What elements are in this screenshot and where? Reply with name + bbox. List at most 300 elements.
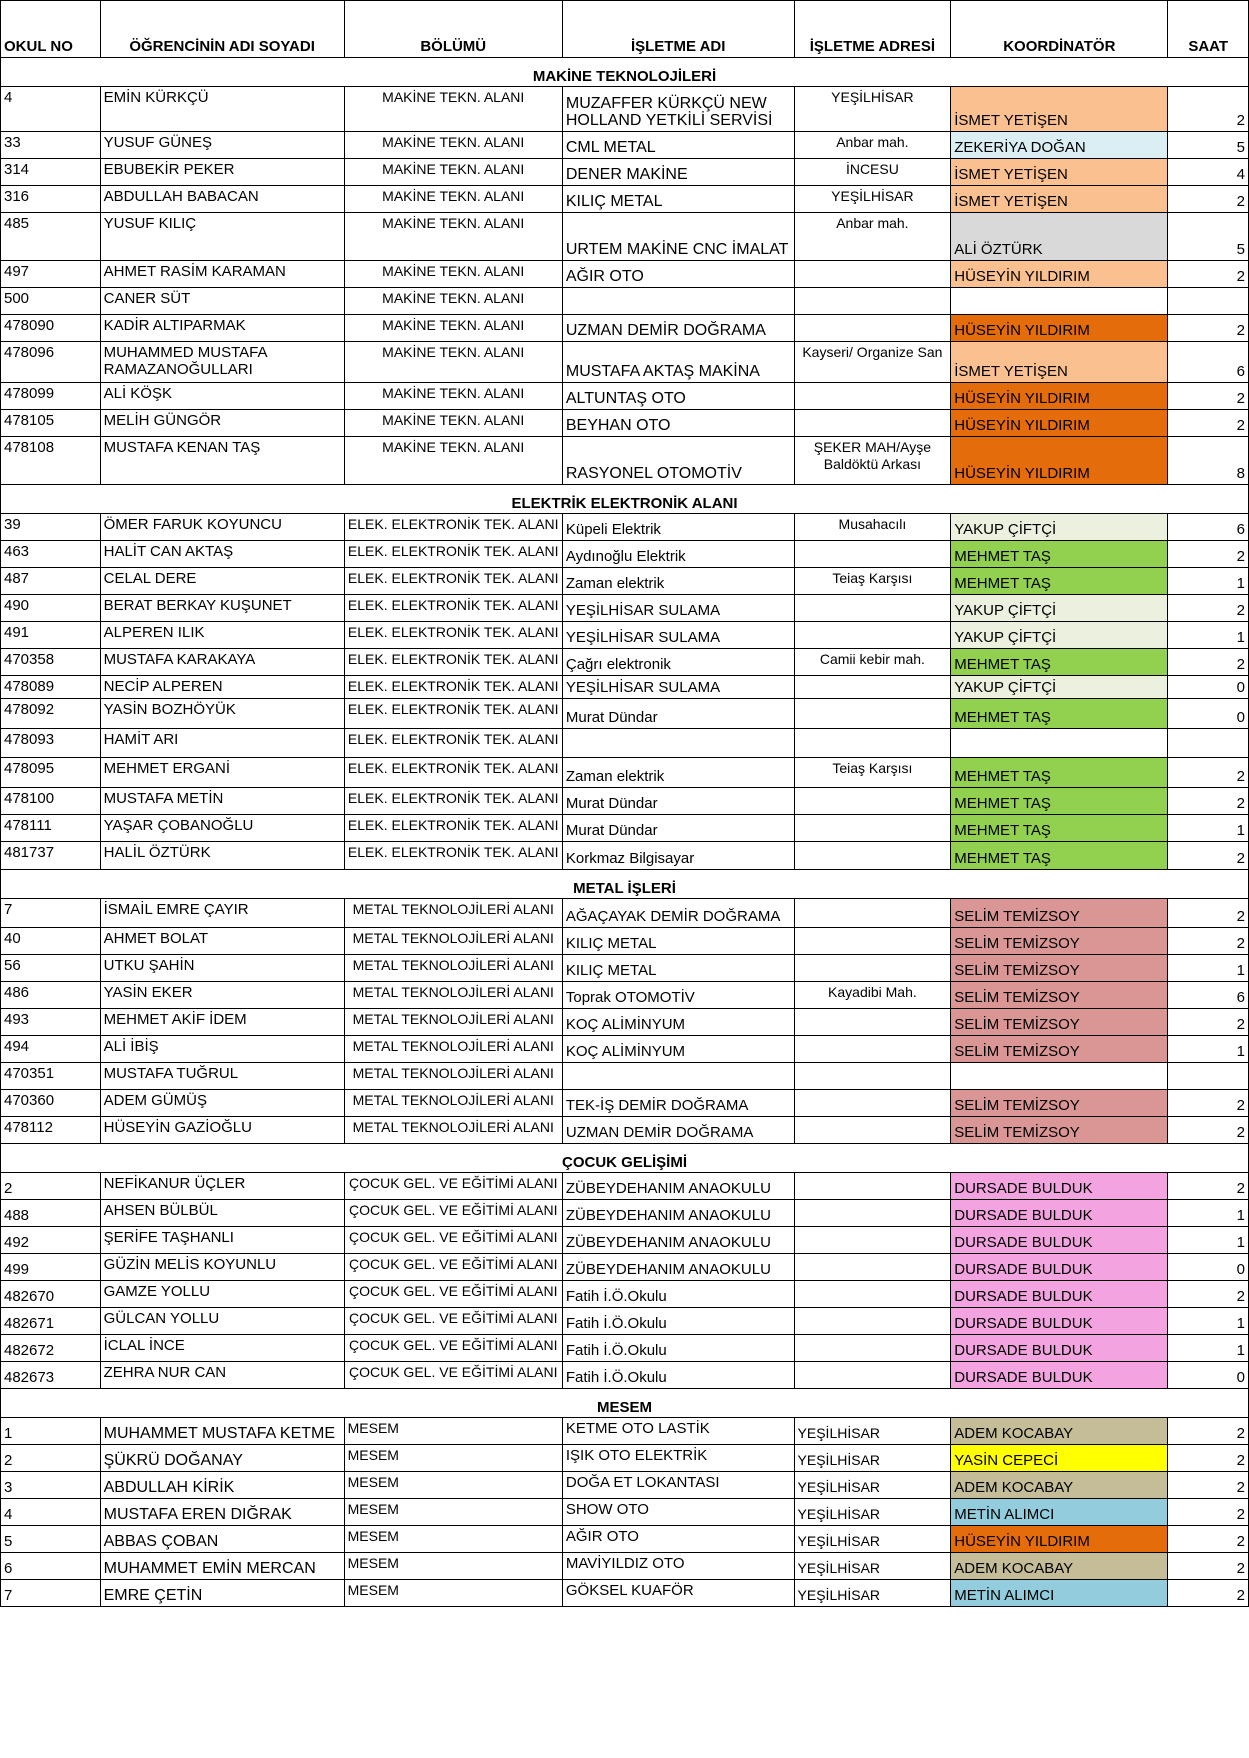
- business-address-cell: Kayadibi Mah.: [794, 982, 951, 1009]
- table-row: [1, 1227, 1249, 1254]
- business-address-cell: [794, 729, 951, 758]
- department-cell: ELEK. ELEKTRONİK TEK. ALANI: [344, 541, 562, 568]
- hours-cell: 2: [1168, 541, 1249, 568]
- table-row: [1, 622, 1249, 649]
- business-name-cell: BEYHAN OTO: [562, 410, 794, 437]
- business-address-cell: [794, 955, 951, 982]
- hours-cell: 1: [1168, 1335, 1249, 1362]
- okul-no-cell: 39: [1, 514, 101, 541]
- business-address-cell: [794, 1335, 951, 1362]
- coordinator-cell: YAKUP ÇİFTÇİ: [951, 622, 1168, 649]
- table-row: [1, 815, 1249, 842]
- department-cell: ELEK. ELEKTRONİK TEK. ALANI: [344, 788, 562, 815]
- department-cell: MAKİNE TEKN. ALANI: [344, 261, 562, 288]
- table-row: [1, 1009, 1249, 1036]
- okul-no-cell: 463: [1, 541, 101, 568]
- student-name-cell: ABDULLAH KİRİK: [100, 1472, 344, 1499]
- section-title: MAKİNE TEKNOLOJİLERİ: [1, 58, 1249, 87]
- hours-cell: 2: [1168, 410, 1249, 437]
- hours-cell: 0: [1168, 1362, 1249, 1389]
- header-okul-no: OKUL NO: [1, 1, 101, 58]
- business-name-cell: Fatih İ.Ö.Okulu: [562, 1281, 794, 1308]
- student-name-cell: ALPEREN ILIK: [100, 622, 344, 649]
- business-address-cell: İNCESU: [794, 159, 951, 186]
- department-cell: ELEK. ELEKTRONİK TEK. ALANI: [344, 758, 562, 788]
- hours-cell: 2: [1168, 1009, 1249, 1036]
- business-name-cell: KETME OTO LASTİK: [562, 1418, 794, 1445]
- hours-cell: 1: [1168, 1036, 1249, 1063]
- table-row: [1, 982, 1249, 1009]
- hours-cell: 2: [1168, 1526, 1249, 1553]
- business-name-cell: MUSTAFA AKTAŞ MAKİNA: [562, 342, 794, 383]
- department-cell: METAL TEKNOLOJİLERİ ALANI: [344, 1090, 562, 1117]
- table-row: [1, 842, 1249, 870]
- okul-no-cell: 478099: [1, 383, 101, 410]
- department-cell: MAKİNE TEKN. ALANI: [344, 132, 562, 159]
- okul-no-cell: 316: [1, 186, 101, 213]
- business-name-cell: Murat Dündar: [562, 815, 794, 842]
- business-address-cell: [794, 261, 951, 288]
- student-name-cell: HALİL ÖZTÜRK: [100, 842, 344, 870]
- business-address-cell: [794, 315, 951, 342]
- hours-cell: 2: [1168, 1472, 1249, 1499]
- okul-no-cell: 314: [1, 159, 101, 186]
- hours-cell: 2: [1168, 649, 1249, 676]
- okul-no-cell: 482670: [1, 1281, 101, 1308]
- business-address-cell: [794, 699, 951, 729]
- business-address-cell: YEŞİLHİSAR: [794, 1526, 951, 1553]
- department-cell: ELEK. ELEKTRONİK TEK. ALANI: [344, 815, 562, 842]
- department-cell: ELEK. ELEKTRONİK TEK. ALANI: [344, 514, 562, 541]
- business-name-cell: TEK-İŞ DEMİR DOĞRAMA: [562, 1090, 794, 1117]
- coordinator-cell: MEHMET TAŞ: [951, 758, 1168, 788]
- hours-cell: 4: [1168, 159, 1249, 186]
- hours-cell: 2: [1168, 186, 1249, 213]
- department-cell: ELEK. ELEKTRONİK TEK. ALANI: [344, 729, 562, 758]
- hours-cell: 2: [1168, 383, 1249, 410]
- business-address-cell: [794, 410, 951, 437]
- department-cell: METAL TEKNOLOJİLERİ ALANI: [344, 1009, 562, 1036]
- okul-no-cell: 6: [1, 1553, 101, 1580]
- okul-no-cell: 478089: [1, 676, 101, 699]
- business-address-cell: [794, 899, 951, 928]
- student-name-cell: NECİP ALPEREN: [100, 676, 344, 699]
- business-name-cell: RASYONEL OTOMOTİV: [562, 437, 794, 485]
- hours-cell: 1: [1168, 1227, 1249, 1254]
- coordinator-cell: İSMET YETİŞEN: [951, 342, 1168, 383]
- student-name-cell: HALİT CAN AKTAŞ: [100, 541, 344, 568]
- business-name-cell: YEŞİLHİSAR SULAMA: [562, 622, 794, 649]
- table-row: [1, 1472, 1249, 1499]
- table-row: [1, 159, 1249, 186]
- business-name-cell: AĞIR OTO: [562, 1526, 794, 1553]
- student-name-cell: MUSTAFA KENAN TAŞ: [100, 437, 344, 485]
- hours-cell: 2: [1168, 261, 1249, 288]
- hours-cell: 0: [1168, 699, 1249, 729]
- business-name-cell: Murat Dündar: [562, 699, 794, 729]
- header-business-name: İŞLETME ADI: [562, 1, 794, 58]
- okul-no-cell: 482671: [1, 1308, 101, 1335]
- student-name-cell: YUSUF KILIÇ: [100, 213, 344, 261]
- business-address-cell: [794, 1308, 951, 1335]
- student-name-cell: MUHAMMED MUSTAFA RAMAZANOĞULLARI: [100, 342, 344, 383]
- coordinator-cell: MEHMET TAŞ: [951, 699, 1168, 729]
- business-address-cell: [794, 1254, 951, 1281]
- table-row: [1, 1445, 1249, 1472]
- coordinator-cell: YASİN CEPECİ: [951, 1445, 1168, 1472]
- section-row: [1, 1389, 1249, 1418]
- department-cell: ELEK. ELEKTRONİK TEK. ALANI: [344, 595, 562, 622]
- table-row: [1, 288, 1249, 315]
- okul-no-cell: 497: [1, 261, 101, 288]
- business-address-cell: [794, 622, 951, 649]
- okul-no-cell: 481737: [1, 842, 101, 870]
- hours-cell: 2: [1168, 842, 1249, 870]
- student-name-cell: EBUBEKİR PEKER: [100, 159, 344, 186]
- hours-cell: 2: [1168, 1173, 1249, 1200]
- department-cell: ELEK. ELEKTRONİK TEK. ALANI: [344, 568, 562, 595]
- okul-no-cell: 488: [1, 1200, 101, 1227]
- business-address-cell: ŞEKER MAH/Ayşe Baldöktü Arkası: [794, 437, 951, 485]
- coordinator-cell: HÜSEYİN YILDIRIM: [951, 261, 1168, 288]
- business-address-cell: YEŞİLHİSAR: [794, 1553, 951, 1580]
- coordinator-cell: DURSADE BULDUK: [951, 1308, 1168, 1335]
- department-cell: MESEM: [344, 1472, 562, 1499]
- coordinator-cell: ADEM KOCABAY: [951, 1553, 1168, 1580]
- business-address-cell: Camii kebir mah.: [794, 649, 951, 676]
- hours-cell: 5: [1168, 213, 1249, 261]
- hours-cell: 1: [1168, 955, 1249, 982]
- department-cell: MAKİNE TEKN. ALANI: [344, 159, 562, 186]
- okul-no-cell: 1: [1, 1418, 101, 1445]
- business-name-cell: KOÇ ALİMİNYUM: [562, 1036, 794, 1063]
- okul-no-cell: 4: [1, 87, 101, 132]
- student-name-cell: ALİ KÖŞK: [100, 383, 344, 410]
- department-cell: ELEK. ELEKTRONİK TEK. ALANI: [344, 676, 562, 699]
- department-cell: METAL TEKNOLOJİLERİ ALANI: [344, 955, 562, 982]
- header-coordinator: KOORDİNATÖR: [951, 1, 1168, 58]
- business-address-cell: YEŞİLHİSAR: [794, 1445, 951, 1472]
- department-cell: MESEM: [344, 1580, 562, 1607]
- okul-no-cell: 491: [1, 622, 101, 649]
- table-row: [1, 1036, 1249, 1063]
- coordinator-cell: SELİM TEMİZSOY: [951, 1036, 1168, 1063]
- section-row: [1, 870, 1249, 899]
- student-name-cell: MUSTAFA KARAKAYA: [100, 649, 344, 676]
- table-row: [1, 955, 1249, 982]
- okul-no-cell: 500: [1, 288, 101, 315]
- table-row: [1, 541, 1249, 568]
- student-name-cell: MUSTAFA TUĞRUL: [100, 1063, 344, 1090]
- business-name-cell: Fatih İ.Ö.Okulu: [562, 1362, 794, 1389]
- business-address-cell: YEŞİLHİSAR: [794, 1418, 951, 1445]
- business-name-cell: GÖKSEL KUAFÖR: [562, 1580, 794, 1607]
- student-name-cell: MUHAMMET MUSTAFA KETME: [100, 1418, 344, 1445]
- student-name-cell: AHMET RASİM KARAMAN: [100, 261, 344, 288]
- coordinator-cell: [951, 288, 1168, 315]
- student-name-cell: MUSTAFA EREN DIĞRAK: [100, 1499, 344, 1526]
- student-name-cell: YASİN EKER: [100, 982, 344, 1009]
- coordinator-cell: [951, 729, 1168, 758]
- hours-cell: 0: [1168, 676, 1249, 699]
- department-cell: ÇOCUK GEL. VE EĞİTİMİ ALANI: [344, 1308, 562, 1335]
- hours-cell: 2: [1168, 1499, 1249, 1526]
- table-row: [1, 1580, 1249, 1607]
- department-cell: METAL TEKNOLOJİLERİ ALANI: [344, 1063, 562, 1090]
- okul-no-cell: 3: [1, 1472, 101, 1499]
- business-name-cell: KOÇ ALİMİNYUM: [562, 1009, 794, 1036]
- student-name-cell: EMİN KÜRKÇÜ: [100, 87, 344, 132]
- okul-no-cell: 478105: [1, 410, 101, 437]
- student-name-cell: ALİ İBİŞ: [100, 1036, 344, 1063]
- business-name-cell: Korkmaz Bilgisayar: [562, 842, 794, 870]
- hours-cell: 1: [1168, 622, 1249, 649]
- department-cell: MESEM: [344, 1553, 562, 1580]
- header-row: [1, 1, 1249, 58]
- coordinator-cell: SELİM TEMİZSOY: [951, 982, 1168, 1009]
- table-row: [1, 132, 1249, 159]
- coordinator-cell: DURSADE BULDUK: [951, 1227, 1168, 1254]
- department-cell: ÇOCUK GEL. VE EĞİTİMİ ALANI: [344, 1362, 562, 1389]
- student-name-cell: ŞÜKRÜ DOĞANAY: [100, 1445, 344, 1472]
- hours-cell: 2: [1168, 595, 1249, 622]
- department-cell: ÇOCUK GEL. VE EĞİTİMİ ALANI: [344, 1281, 562, 1308]
- business-name-cell: YEŞİLHİSAR SULAMA: [562, 595, 794, 622]
- student-name-cell: HÜSEYİN GAZİOĞLU: [100, 1117, 344, 1144]
- student-name-cell: BERAT BERKAY KUŞUNET: [100, 595, 344, 622]
- student-name-cell: ADEM GÜMÜŞ: [100, 1090, 344, 1117]
- hours-cell: 2: [1168, 758, 1249, 788]
- business-name-cell: MUZAFFER KÜRKÇÜ NEW HOLLAND YETKİLİ SERVİSİ: [562, 87, 794, 132]
- hours-cell: 1: [1168, 1200, 1249, 1227]
- department-cell: METAL TEKNOLOJİLERİ ALANI: [344, 1036, 562, 1063]
- okul-no-cell: 2: [1, 1445, 101, 1472]
- business-name-cell: MAVİYILDIZ OTO: [562, 1553, 794, 1580]
- business-address-cell: [794, 1036, 951, 1063]
- business-address-cell: [794, 1063, 951, 1090]
- business-address-cell: [794, 288, 951, 315]
- coordinator-cell: HÜSEYİN YILDIRIM: [951, 410, 1168, 437]
- coordinator-cell: HÜSEYİN YILDIRIM: [951, 1526, 1168, 1553]
- business-name-cell: KILIÇ METAL: [562, 928, 794, 955]
- hours-cell: 2: [1168, 1281, 1249, 1308]
- okul-no-cell: 487: [1, 568, 101, 595]
- table-row: [1, 213, 1249, 261]
- table-row: [1, 1254, 1249, 1281]
- table-row: [1, 1362, 1249, 1389]
- coordinator-cell: İSMET YETİŞEN: [951, 87, 1168, 132]
- coordinator-cell: HÜSEYİN YILDIRIM: [951, 315, 1168, 342]
- student-name-cell: ZEHRA NUR CAN: [100, 1362, 344, 1389]
- business-name-cell: Toprak OTOMOTİV: [562, 982, 794, 1009]
- department-cell: MAKİNE TEKN. ALANI: [344, 383, 562, 410]
- student-name-cell: GÜZİN MELİS KOYUNLU: [100, 1254, 344, 1281]
- coordinator-cell: SELİM TEMİZSOY: [951, 928, 1168, 955]
- business-address-cell: [794, 1009, 951, 1036]
- student-name-cell: AHSEN BÜLBÜL: [100, 1200, 344, 1227]
- hours-cell: 2: [1168, 899, 1249, 928]
- business-name-cell: UZMAN DEMİR DOĞRAMA: [562, 1117, 794, 1144]
- section-title: METAL İŞLERİ: [1, 870, 1249, 899]
- hours-cell: 2: [1168, 315, 1249, 342]
- coordinator-cell: MEHMET TAŞ: [951, 568, 1168, 595]
- coordinator-cell: DURSADE BULDUK: [951, 1362, 1168, 1389]
- hours-cell: 2: [1168, 1580, 1249, 1607]
- business-name-cell: [562, 729, 794, 758]
- student-name-cell: YAŞAR ÇOBANOĞLU: [100, 815, 344, 842]
- table-row: [1, 595, 1249, 622]
- student-name-cell: MUSTAFA METİN: [100, 788, 344, 815]
- business-name-cell: AĞAÇAYAK DEMİR DOĞRAMA: [562, 899, 794, 928]
- table-row: [1, 1553, 1249, 1580]
- student-name-cell: YUSUF GÜNEŞ: [100, 132, 344, 159]
- department-cell: ELEK. ELEKTRONİK TEK. ALANI: [344, 699, 562, 729]
- hours-cell: [1168, 729, 1249, 758]
- business-address-cell: [794, 1362, 951, 1389]
- table-row: [1, 186, 1249, 213]
- department-cell: ÇOCUK GEL. VE EĞİTİMİ ALANI: [344, 1173, 562, 1200]
- coordinator-cell: SELİM TEMİZSOY: [951, 955, 1168, 982]
- business-name-cell: SHOW OTO: [562, 1499, 794, 1526]
- coordinator-cell: MEHMET TAŞ: [951, 541, 1168, 568]
- business-address-cell: YEŞİLHİSAR: [794, 1472, 951, 1499]
- coordinator-cell: İSMET YETİŞEN: [951, 186, 1168, 213]
- coordinator-cell: İSMET YETİŞEN: [951, 159, 1168, 186]
- department-cell: MAKİNE TEKN. ALANI: [344, 315, 562, 342]
- table-row: [1, 1200, 1249, 1227]
- business-name-cell: ZÜBEYDEHANIM ANAOKULU: [562, 1173, 794, 1200]
- table-row: [1, 568, 1249, 595]
- department-cell: METAL TEKNOLOJİLERİ ALANI: [344, 982, 562, 1009]
- business-address-cell: [794, 788, 951, 815]
- okul-no-cell: 478093: [1, 729, 101, 758]
- coordinator-cell: SELİM TEMİZSOY: [951, 1090, 1168, 1117]
- coordinator-cell: SELİM TEMİZSOY: [951, 1009, 1168, 1036]
- header-hours: SAAT: [1168, 1, 1249, 58]
- student-name-cell: GAMZE YOLLU: [100, 1281, 344, 1308]
- student-name-cell: NEFİKANUR ÜÇLER: [100, 1173, 344, 1200]
- department-cell: MESEM: [344, 1445, 562, 1472]
- okul-no-cell: 482673: [1, 1362, 101, 1389]
- business-name-cell: ZÜBEYDEHANIM ANAOKULU: [562, 1227, 794, 1254]
- business-address-cell: YEŞİLHİSAR: [794, 1580, 951, 1607]
- okul-no-cell: 5: [1, 1526, 101, 1553]
- department-cell: ÇOCUK GEL. VE EĞİTİMİ ALANI: [344, 1227, 562, 1254]
- business-name-cell: ALTUNTAŞ OTO: [562, 383, 794, 410]
- okul-no-cell: 478095: [1, 758, 101, 788]
- okul-no-cell: 478092: [1, 699, 101, 729]
- business-address-cell: Musahacılı: [794, 514, 951, 541]
- hours-cell: 2: [1168, 928, 1249, 955]
- coordinator-cell: ADEM KOCABAY: [951, 1472, 1168, 1499]
- student-name-cell: AHMET BOLAT: [100, 928, 344, 955]
- business-address-cell: Anbar mah.: [794, 132, 951, 159]
- table-row: [1, 261, 1249, 288]
- okul-no-cell: 7: [1, 1580, 101, 1607]
- business-name-cell: ZÜBEYDEHANIM ANAOKULU: [562, 1254, 794, 1281]
- student-name-cell: MEHMET ERGANİ: [100, 758, 344, 788]
- department-cell: METAL TEKNOLOJİLERİ ALANI: [344, 928, 562, 955]
- business-name-cell: KILIÇ METAL: [562, 186, 794, 213]
- business-name-cell: Zaman elektrik: [562, 568, 794, 595]
- coordinator-cell: YAKUP ÇİFTÇİ: [951, 595, 1168, 622]
- coordinator-cell: METİN ALIMCI: [951, 1499, 1168, 1526]
- student-name-cell: İCLAL İNCE: [100, 1335, 344, 1362]
- department-cell: ELEK. ELEKTRONİK TEK. ALANI: [344, 649, 562, 676]
- department-cell: MAKİNE TEKN. ALANI: [344, 288, 562, 315]
- table-row: [1, 1308, 1249, 1335]
- coordinator-cell: ZEKERİYA DOĞAN: [951, 132, 1168, 159]
- student-name-cell: GÜLCAN YOLLU: [100, 1308, 344, 1335]
- business-address-cell: [794, 815, 951, 842]
- coordinator-cell: HÜSEYİN YILDIRIM: [951, 383, 1168, 410]
- business-address-cell: YEŞİLHİSAR: [794, 1499, 951, 1526]
- coordinator-cell: METİN ALIMCI: [951, 1580, 1168, 1607]
- business-name-cell: ZÜBEYDEHANIM ANAOKULU: [562, 1200, 794, 1227]
- department-cell: ELEK. ELEKTRONİK TEK. ALANI: [344, 842, 562, 870]
- coordinator-cell: MEHMET TAŞ: [951, 815, 1168, 842]
- table-row: [1, 1117, 1249, 1144]
- okul-no-cell: 478108: [1, 437, 101, 485]
- hours-cell: 1: [1168, 568, 1249, 595]
- business-name-cell: CML METAL: [562, 132, 794, 159]
- business-name-cell: [562, 288, 794, 315]
- business-name-cell: URTEM MAKİNE CNC İMALAT: [562, 213, 794, 261]
- business-address-cell: Teiaş Karşısı: [794, 568, 951, 595]
- coordinator-cell: DURSADE BULDUK: [951, 1254, 1168, 1281]
- table-row: [1, 788, 1249, 815]
- okul-no-cell: 2: [1, 1173, 101, 1200]
- student-name-cell: CELAL DERE: [100, 568, 344, 595]
- business-address-cell: [794, 1173, 951, 1200]
- department-cell: MESEM: [344, 1526, 562, 1553]
- department-cell: ÇOCUK GEL. VE EĞİTİMİ ALANI: [344, 1200, 562, 1227]
- department-cell: ÇOCUK GEL. VE EĞİTİMİ ALANI: [344, 1254, 562, 1281]
- okul-no-cell: 490: [1, 595, 101, 622]
- table-row: [1, 514, 1249, 541]
- okul-no-cell: 478111: [1, 815, 101, 842]
- business-address-cell: YEŞİLHİSAR: [794, 87, 951, 132]
- section-row: [1, 58, 1249, 87]
- okul-no-cell: 470360: [1, 1090, 101, 1117]
- coordinator-cell: SELİM TEMİZSOY: [951, 1117, 1168, 1144]
- student-name-cell: YASİN BOZHÖYÜK: [100, 699, 344, 729]
- business-address-cell: Teiaş Karşısı: [794, 758, 951, 788]
- table-body: [1, 58, 1249, 1607]
- coordinator-cell: [951, 1063, 1168, 1090]
- okul-no-cell: 486: [1, 982, 101, 1009]
- department-cell: MAKİNE TEKN. ALANI: [344, 342, 562, 383]
- business-name-cell: Çağrı elektronik: [562, 649, 794, 676]
- business-name-cell: Aydınoğlu Elektrik: [562, 541, 794, 568]
- okul-no-cell: 494: [1, 1036, 101, 1063]
- business-address-cell: [794, 1117, 951, 1144]
- table-row: [1, 676, 1249, 699]
- okul-no-cell: 4: [1, 1499, 101, 1526]
- okul-no-cell: 7: [1, 899, 101, 928]
- table-row: [1, 410, 1249, 437]
- okul-no-cell: 470358: [1, 649, 101, 676]
- business-address-cell: [794, 541, 951, 568]
- hours-cell: 5: [1168, 132, 1249, 159]
- hours-cell: 2: [1168, 1418, 1249, 1445]
- header-business-address: İŞLETME ADRESİ: [794, 1, 951, 58]
- coordinator-cell: ALİ ÖZTÜRK: [951, 213, 1168, 261]
- department-cell: ÇOCUK GEL. VE EĞİTİMİ ALANI: [344, 1335, 562, 1362]
- business-name-cell: DOĞA ET LOKANTASI: [562, 1472, 794, 1499]
- table-row: [1, 1418, 1249, 1445]
- table-row: [1, 758, 1249, 788]
